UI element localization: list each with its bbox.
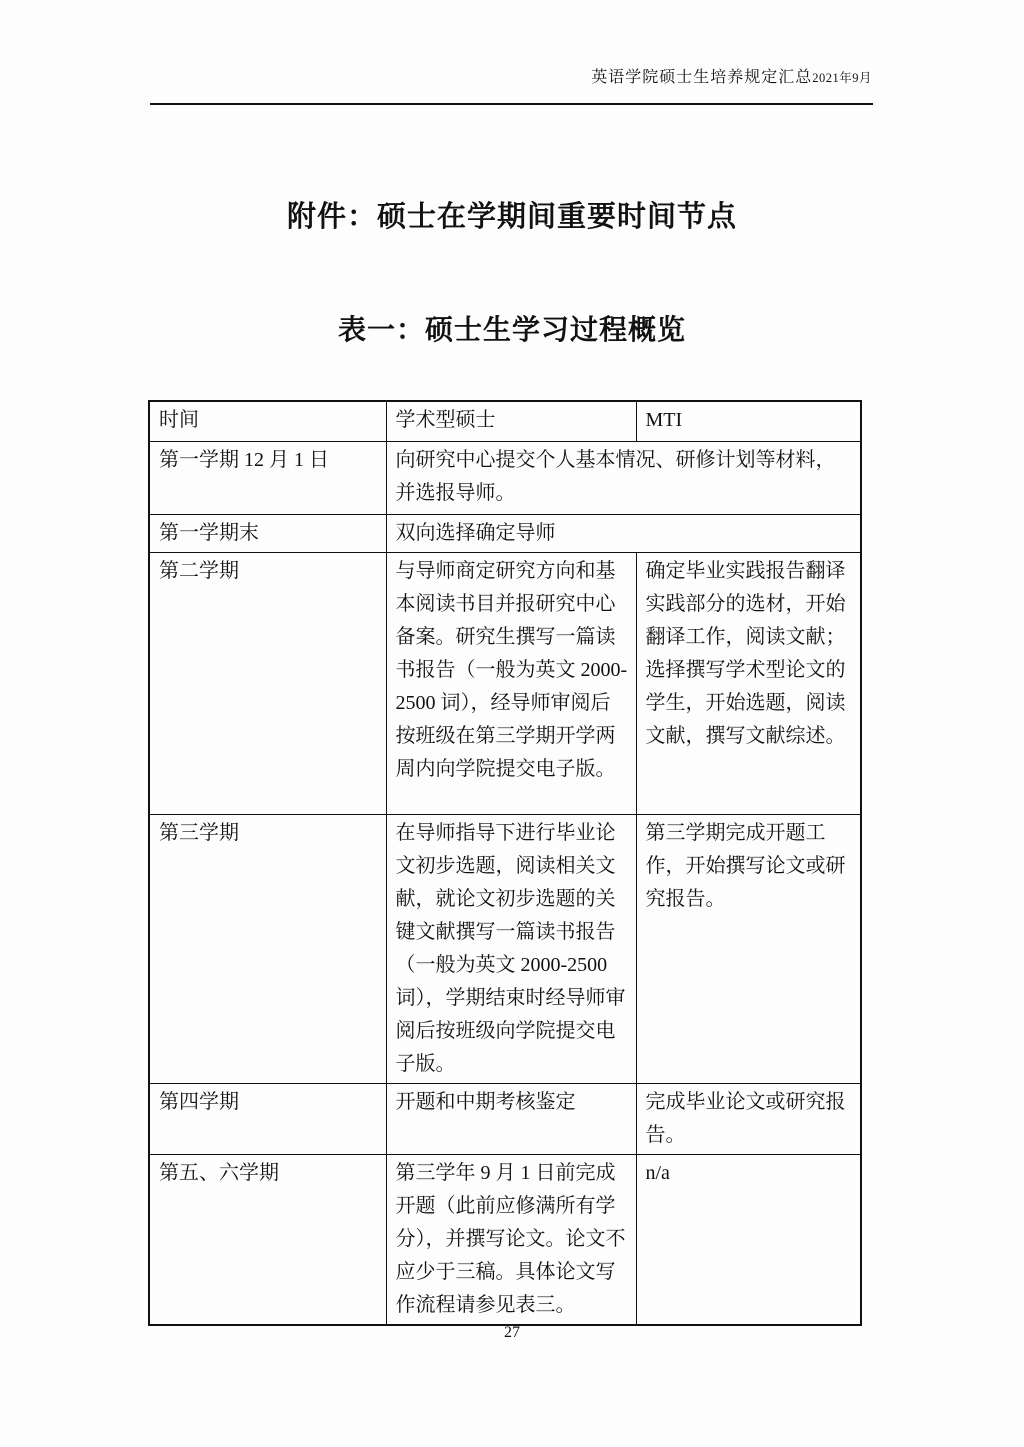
header-rule-divider [150,103,873,105]
schedule-table [148,400,862,1326]
cell-academic: 在导师指导下进行毕业论文初步选题，阅读相关文献，就论文初步选题的关键文献撰写一篇读书报告（一般为英文 2000-2500 词），学期结束时经导师审阅后按班级向学院提交电子版。 [386,814,636,1083]
cell-academic-mti-merged: 向研究中心提交个人基本情况、研修计划等材料，并选报导师。 [386,441,861,514]
cell-time: 第一学期 12 月 1 日 [149,441,386,514]
running-header [591,64,872,87]
column-header-mti: MTI [636,401,861,441]
table-row [149,1083,861,1154]
cell-mti: 确定毕业实践报告翻译实践部分的选材，开始翻译工作，阅读文献；选择撰写学术型论文的学生，开始选题，阅读文献，撰写文献综述。 [636,552,861,814]
column-header-time: 时间 [149,401,386,441]
table-header-row [149,401,861,441]
cell-mti: n/a [636,1154,861,1325]
cell-academic: 与导师商定研究方向和基本阅读书目并报研究中心备案。研究生撰写一篇读书报告（一般为英文 2000-2500 词），经导师审阅后按班级在第三学期开学两周内向学院提交电子版。 [386,552,636,814]
column-header-academic: 学术型硕士 [386,401,636,441]
cell-time: 第三学期 [149,814,386,1083]
cell-academic: 开题和中期考核鉴定 [386,1083,636,1154]
table-row [149,1154,861,1325]
table-row [149,814,861,1083]
page-footer [0,1324,1024,1342]
cell-time: 第一学期末 [149,514,386,552]
cell-mti: 第三学期完成开题工作，开始撰写论文或研究报告。 [636,814,861,1083]
cell-time: 第五、六学期 [149,1154,386,1325]
cell-academic-mti-merged: 双向选择确定导师 [386,514,861,552]
page-title: 附件：硕士在学期间重要时间节点 [286,201,737,233]
running-header-text: 英语学院硕士生培养规定汇总 [591,69,813,86]
table-row [149,514,861,552]
cell-academic: 第三学年 9 月 1 日前完成开题（此前应修满所有学分），并撰写论文。论文不应少于三稿。具体论文写作流程请参见表三。 [386,1154,636,1325]
cell-time: 第四学期 [149,1083,386,1154]
cell-mti: 完成毕业论文或研究报告。 [636,1083,861,1154]
table-row [149,552,861,814]
running-header-date: 2021年9月 [812,71,872,85]
table-title: 表一：硕士生学习过程概览 [337,315,686,346]
cell-time: 第二学期 [149,552,386,814]
table-row [149,441,861,514]
page-number: 27 [504,1324,520,1341]
